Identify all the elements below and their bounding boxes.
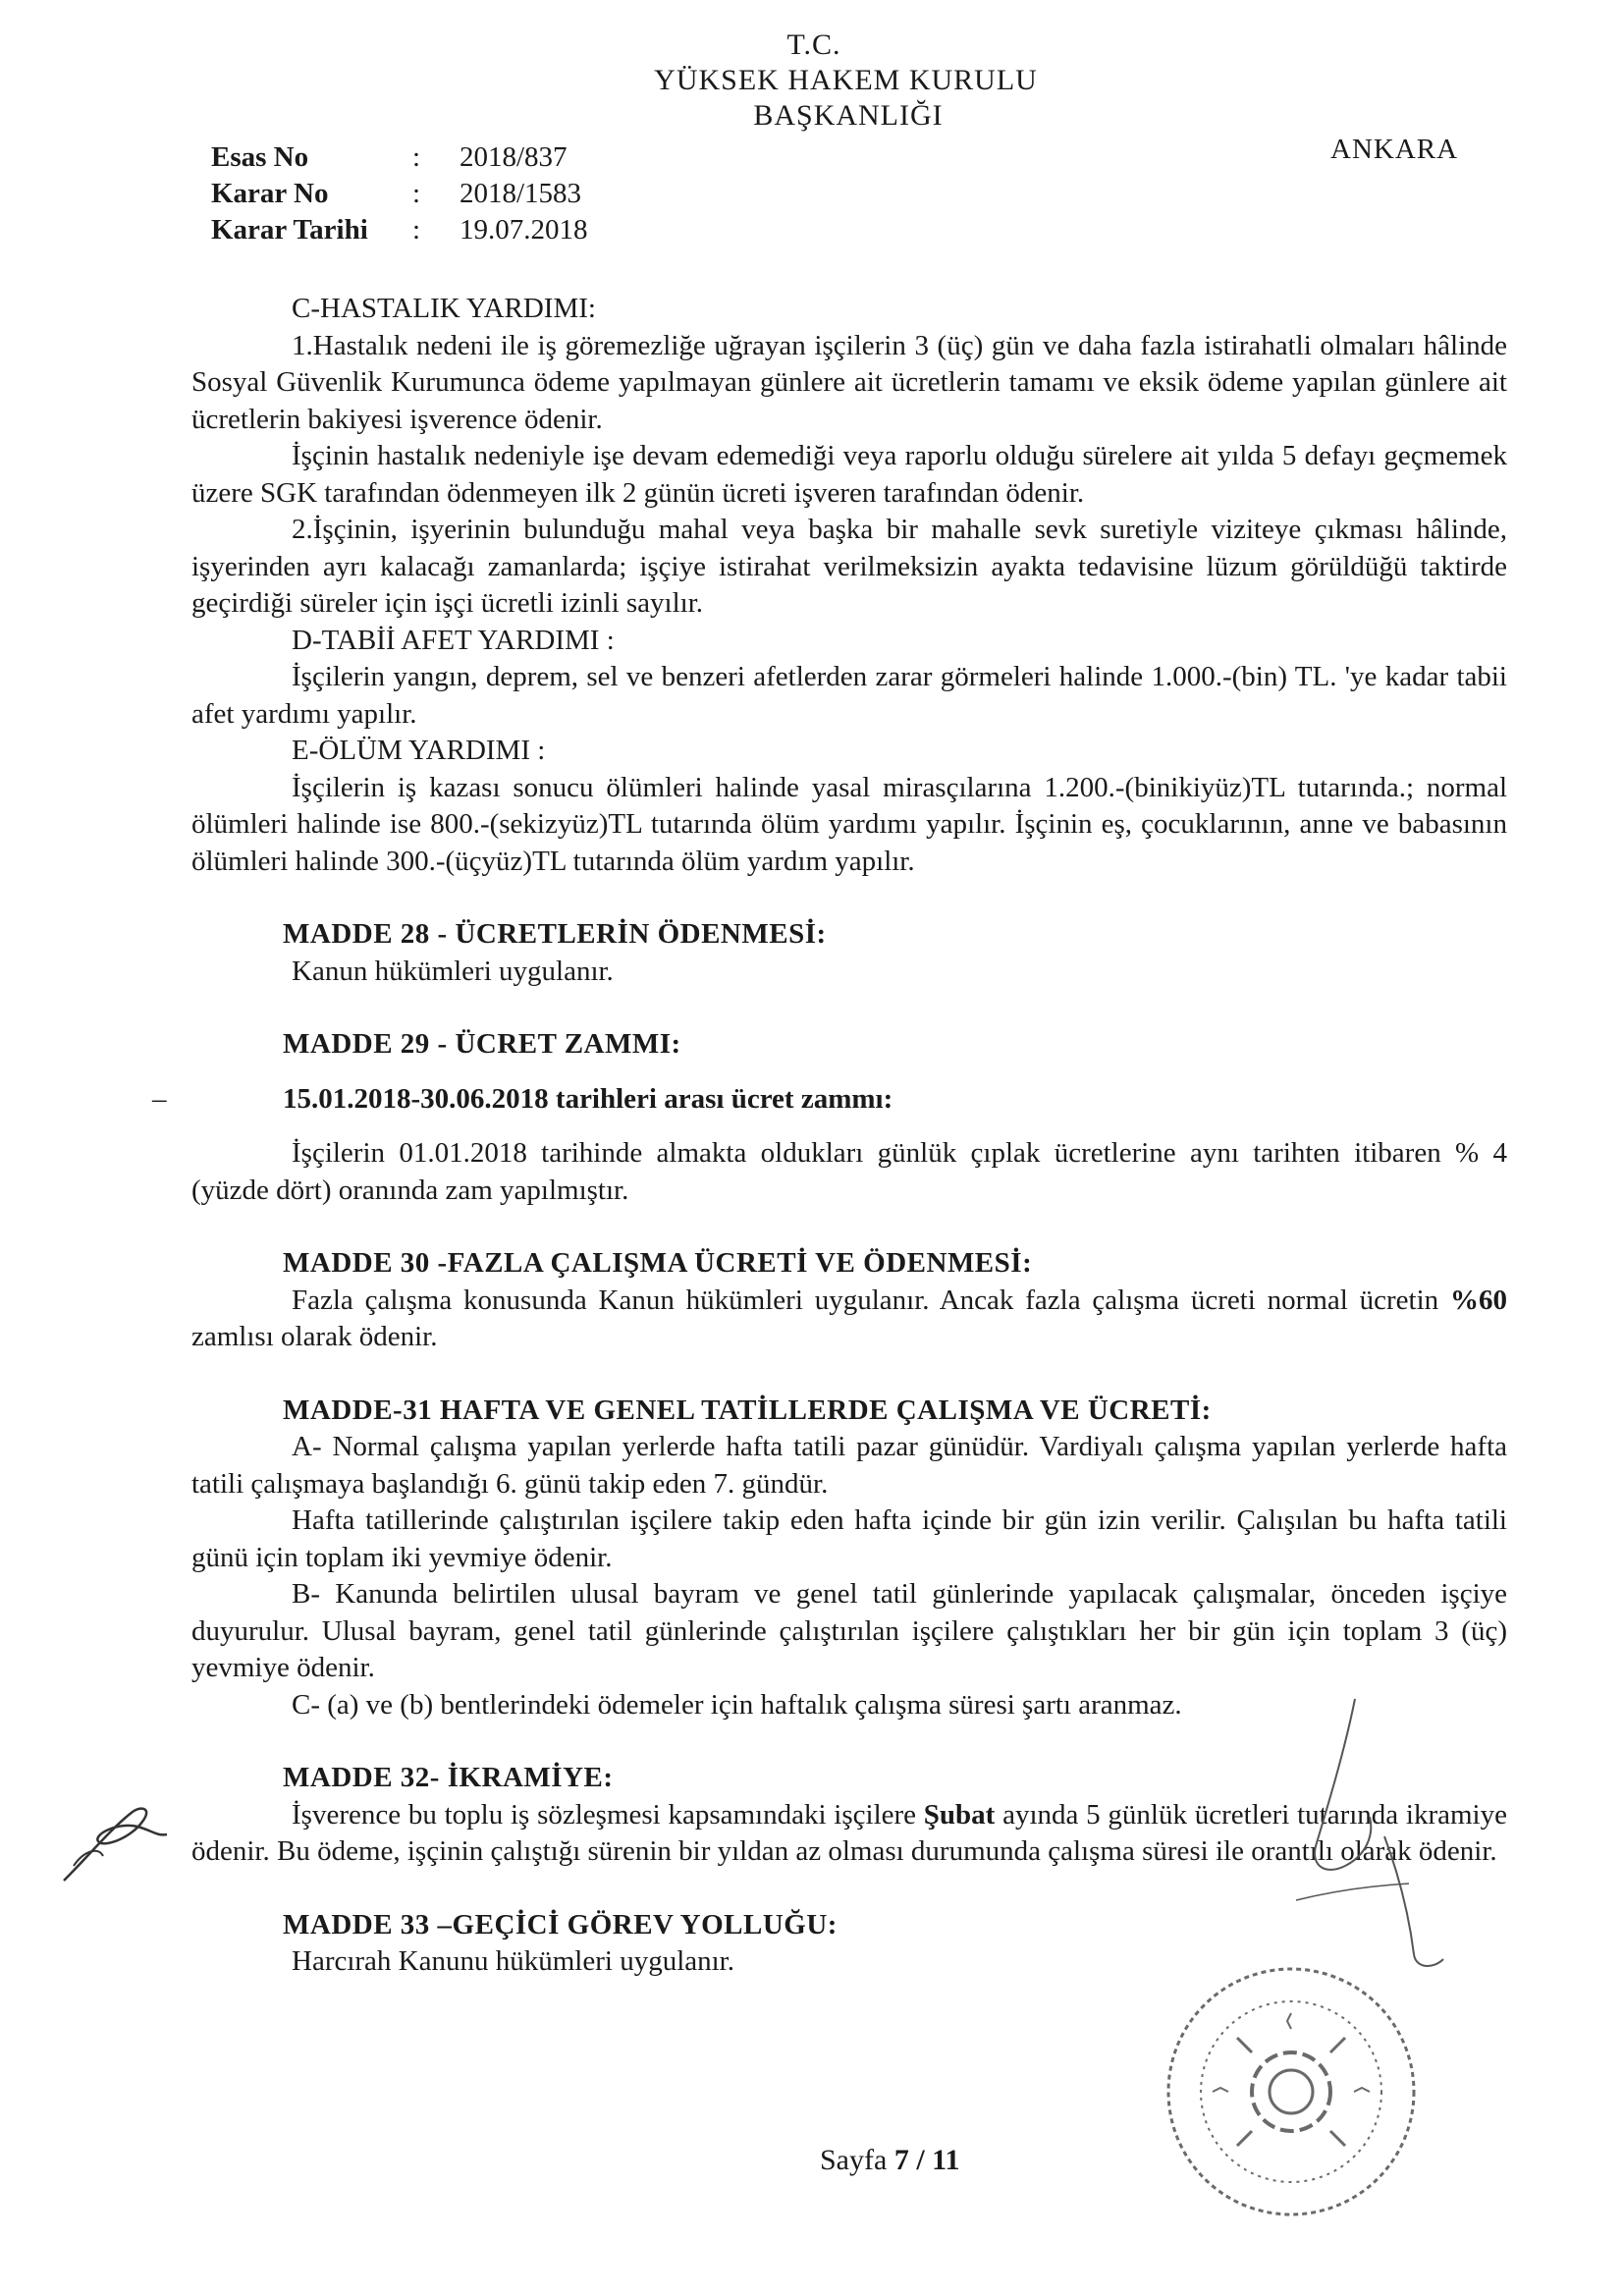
section-e-title: E-ÖLÜM YARDIMI : — [292, 735, 546, 766]
karar-label: Karar No — [211, 178, 329, 209]
case-meta — [211, 139, 588, 248]
spacer — [191, 1064, 1507, 1081]
spacer — [191, 1118, 1507, 1135]
article-31-title: MADDE-31 HAFTA VE GENEL TATİLLERDE ÇALIŞMA VE ÜCRETİ: — [283, 1394, 1212, 1426]
article-30-text-c: zamlısı olarak ödenir. — [191, 1321, 438, 1352]
spacer — [191, 880, 1507, 916]
section-e-paragraph-1: İşçilerin iş kazası sonucu ölümleri halinde yasal mirasçılarına 1.200.-(binikiyüz)TL tutarında.; normal ölümleri halinde ise 800.-(sekizyüz)TL tutarında ölüm yardımı yapılır. İşçinin eş, çocuklarının, anne ve babasının ölümleri halinde 300.-(üçyüz)TL tutarında ölüm yardım yapılır. — [191, 771, 1507, 877]
initials-signature — [44, 1787, 172, 1895]
tarih-row — [211, 212, 588, 248]
karar-colon: : — [412, 178, 421, 209]
section-d-title: D-TABİİ AFET YARDIMI : — [292, 624, 615, 656]
article-29-subtitle: 15.01.2018-30.06.2018 tarihleri arası ücret zammı: — [283, 1082, 893, 1115]
article-32-month: Şubat — [923, 1798, 996, 1831]
city-name: ANKARA — [1330, 134, 1459, 165]
tarih-colon: : — [412, 214, 421, 246]
article-29-paragraph: İşçilerin 01.01.2018 tarihinde almakta oldukları günlük çıplak ücretlerine aynı tarihten itibaren % 4 (yüzde dört) oranında zam yapılmıştır. — [191, 1137, 1507, 1206]
spacer — [191, 1209, 1507, 1245]
page-label: Sayfa — [820, 2144, 888, 2176]
karar-value: 2018/1583 — [460, 178, 582, 209]
tarih-value: 19.07.2018 — [460, 214, 588, 246]
article-32-title: MADDE 32- İKRAMİYE: — [283, 1762, 614, 1793]
page-number — [820, 2144, 960, 2177]
spacer — [191, 990, 1507, 1026]
article-31-paragraph-b: B- Kanunda belirtilen ulusal bayram ve genel tatil günlerinde yapılacak çalışmalar, önceden işçiye duyurulur. Ulusal bayram, genel tatil günlerinde çalıştırılan işçilere çalıştıkları her bir gün için toplam 3 (üç) yevmiye ödenir. — [191, 1578, 1507, 1683]
header-tc: T.C. — [786, 28, 841, 61]
article-31-paragraph-2: Hafta tatillerinde çalıştırılan işçilere takip eden hafta içinde bir gün izin verilir. Çalışılan bu hafta tatili günü için toplam iki yevmiye ödenir. — [191, 1504, 1507, 1573]
esas-colon: : — [412, 141, 421, 173]
esas-value: 2018/837 — [460, 141, 568, 173]
article-29-title: MADDE 29 - ÜCRET ZAMMI: — [283, 1028, 681, 1060]
article-30-text-a: Fazla çalışma konusunda Kanun hükümleri uygulanır. Ancak fazla çalışma ücreti normal ücretin — [292, 1284, 1450, 1316]
section-c-paragraph-1: 1.Hastalık nedeni ile iş göremezliğe uğrayan işçilerin 3 (üç) gün ve daha fazla istirahatli olmaları hâlinde Sosyal Güvenlik Kurumunca ödeme yapılmayan günlere ait ücretlerin tamamı ve eksik ödeme yapılan günlere ait ücretlerin bakiyesi işverence ödenir. — [191, 329, 1507, 435]
article-31-paragraph-a: A- Normal çalışma yapılan yerlerde hafta tatili pazar günüdür. Vardiyalı çalışma yapılan yerlerde hafta tatili çalışmaya başlandığı 6. günü takip eden 7. gündür. — [191, 1431, 1507, 1500]
article-33-paragraph: Harcırah Kanunu hükümleri uygulanır. — [292, 1945, 734, 1977]
article-30-paragraph — [191, 1283, 1507, 1356]
paraph-signature — [1237, 1689, 1463, 1984]
article-33-title: MADDE 33 –GEÇİCİ GÖREV YOLLUĞU: — [283, 1908, 838, 1941]
article-29-subtitle-row — [152, 1081, 1507, 1119]
article-30-title: MADDE 30 -FAZLA ÇALIŞMA ÜCRETİ VE ÖDENMESİ: — [283, 1247, 1033, 1279]
document-header — [0, 27, 1623, 134]
esas-label: Esas No — [211, 141, 309, 173]
section-d-paragraph-1: İşçilerin yangın, deprem, sel ve benzeri afetlerden zarar görmeleri halinde 1.000.-(bin) TL. 'ye kadar tabii afet yardımı yapılır. — [191, 661, 1507, 730]
dash-bullet: – — [152, 1082, 167, 1115]
article-31-paragraph-c: C- (a) ve (b) bentlerindeki ödemeler için haftalık çalışma süresi şartı aranmaz. — [292, 1688, 1182, 1721]
page-value: 7 / 11 — [893, 2144, 960, 2176]
article-32-text-c: ayında 5 günlük ücretleri tutarında ikramiye ödenir. Bu ödeme, işçinin çalıştığı sürenin bir yıldan az olması durumunda çalışma süresi ile orantılı olarak ödenir. — [191, 1798, 1507, 1867]
header-institution: YÜKSEK HAKEM KURULU — [654, 64, 1038, 96]
article-28-title: MADDE 28 - ÜCRETLERİN ÖDENMESİ: — [283, 918, 827, 950]
official-seal-stamp — [1144, 1944, 1438, 2239]
esas-row — [211, 139, 588, 176]
section-c-paragraph-2: İşçinin hastalık nedeniyle işe devam edemediği veya raporlu olduğu sürelere ait yılda 5 defayı geçmemek üzere SGK tarafından ödenmeyen ilk 2 günün ücreti işveren tarafından ödenir. — [191, 440, 1507, 509]
karar-row — [211, 176, 588, 212]
article-28-paragraph: Kanun hükümleri uygulanır. — [292, 955, 614, 987]
section-c-paragraph-3: 2.İşçinin, işyerinin bulunduğu mahal veya başka bir mahalle sevk suretiyle viziteye çıkması hâlinde, işyerinden ayrı kalacağı zamanlarda; işçiye istirahat verilmeksizin ayakta tedavisine lüzum görüldüğü taktirde geçirdiği süreler için işçi ücretli izinli sayılır. — [191, 514, 1507, 619]
tarih-label: Karar Tarihi — [211, 214, 368, 246]
spacer — [191, 1356, 1507, 1393]
article-30-rate: %60 — [1450, 1284, 1507, 1316]
article-32-text-a: İşverence bu toplu iş sözleşmesi kapsamındaki işçilere — [292, 1798, 924, 1831]
header-department: BAŞKANLIĞI — [753, 99, 944, 132]
section-c-title: C-HASTALIK YARDIMI: — [292, 293, 596, 324]
